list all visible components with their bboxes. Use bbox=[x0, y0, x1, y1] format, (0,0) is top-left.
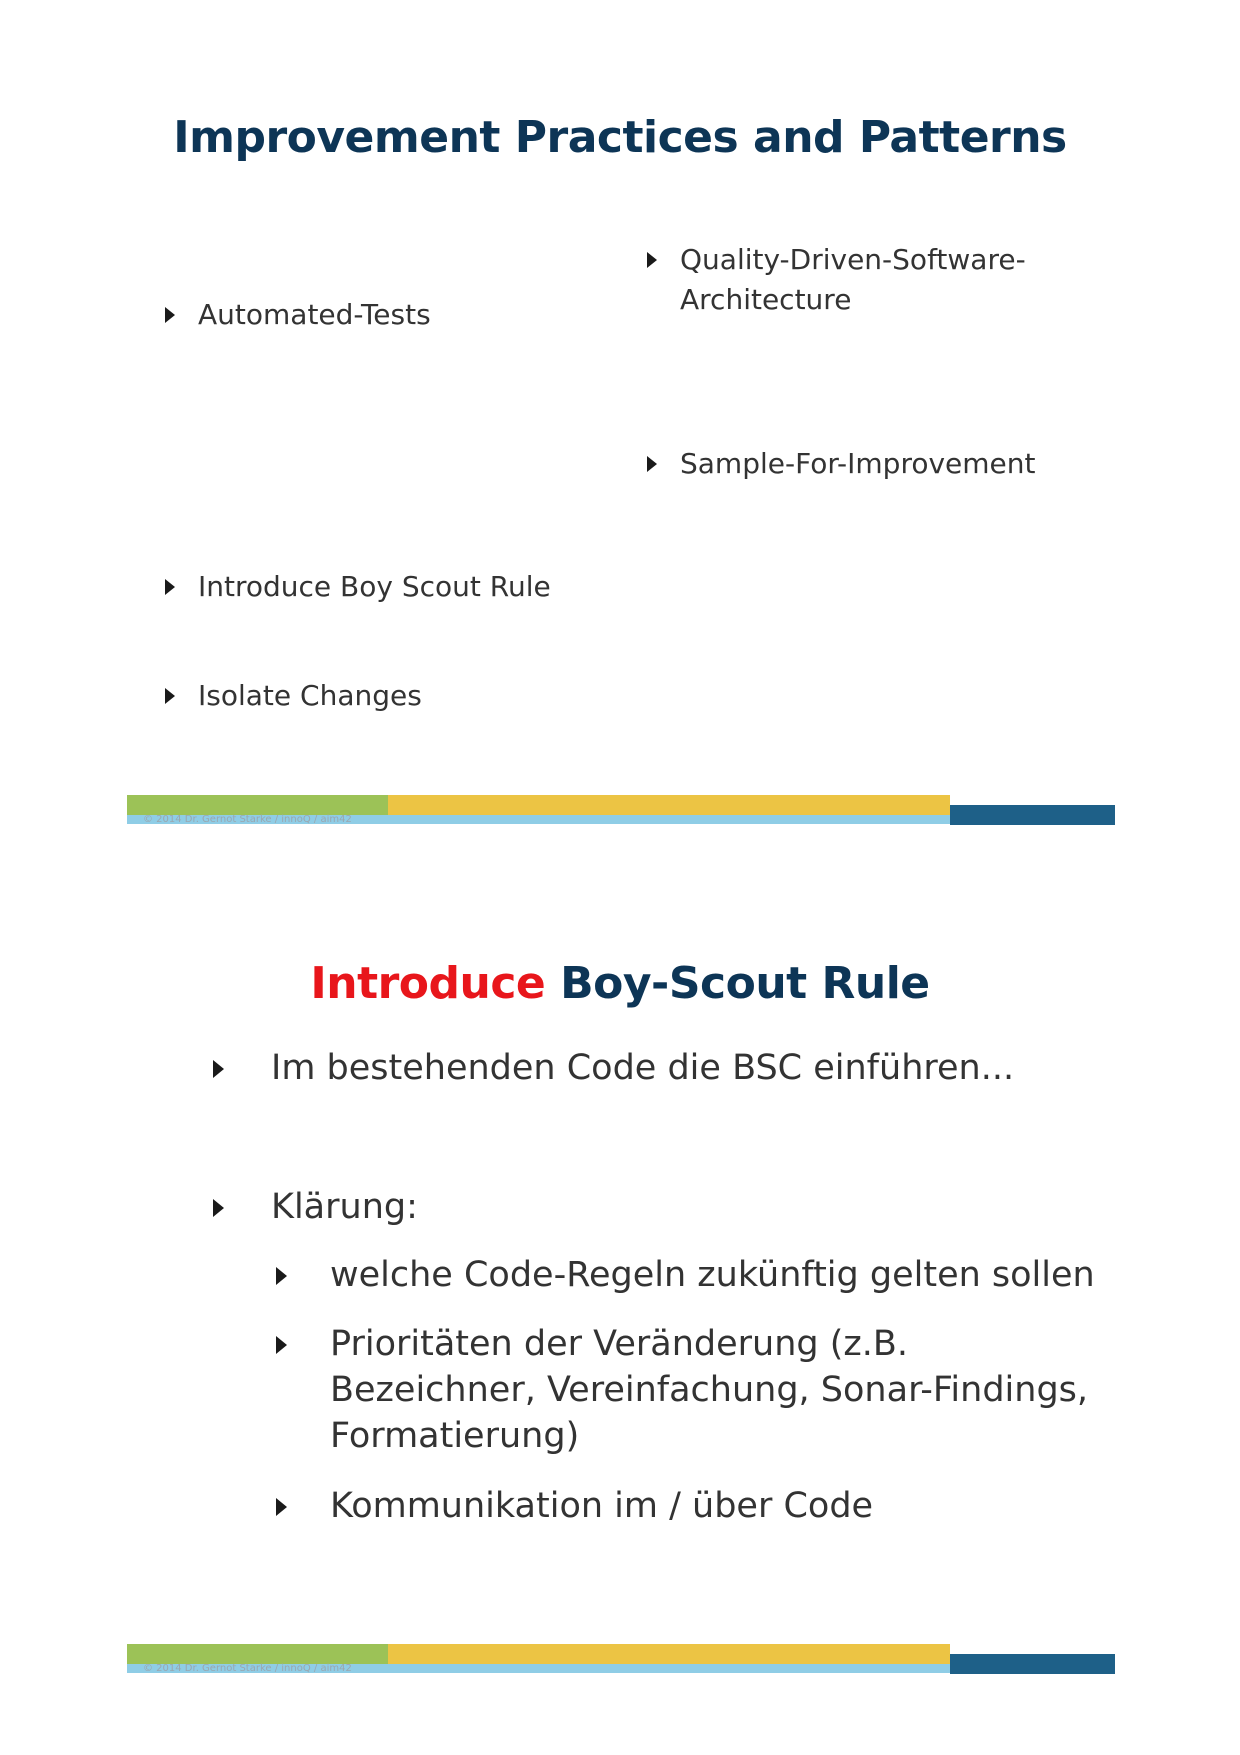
bullet-label: welche Code-Regeln zukünftig gelten sollen bbox=[330, 1255, 1095, 1295]
bullet-line: Architecture bbox=[680, 283, 852, 316]
footer-bar-yellow bbox=[388, 795, 950, 815]
slide-boy-scout-rule bbox=[0, 840, 1240, 1755]
bullet-label: Im bestehenden Code die BSC einführen... bbox=[271, 1048, 1015, 1088]
footer-bar-dark bbox=[950, 805, 1115, 825]
title-accent: Introduce bbox=[310, 958, 546, 1009]
triangle-right-icon bbox=[276, 1267, 287, 1285]
footer-bar-dark bbox=[950, 1654, 1115, 1674]
triangle-right-icon bbox=[165, 307, 175, 323]
slide-title bbox=[0, 958, 1240, 1009]
bullet-label: Sample-For-Improvement bbox=[680, 447, 1036, 480]
bullet-label: Automated-Tests bbox=[198, 298, 431, 331]
footer-bar bbox=[127, 1644, 1115, 1674]
triangle-right-icon bbox=[647, 456, 657, 472]
footer-bar bbox=[127, 795, 1115, 825]
triangle-right-icon bbox=[647, 252, 657, 268]
copyright-text: © 2014 Dr. Gernot Starke / innoQ / aim42 bbox=[143, 814, 352, 825]
title-rest: Boy-Scout Rule bbox=[560, 958, 930, 1009]
bullet-label bbox=[680, 240, 1026, 320]
triangle-right-icon bbox=[213, 1060, 224, 1078]
bullet-line: Quality-Driven-Software- bbox=[680, 243, 1026, 276]
triangle-right-icon bbox=[276, 1498, 287, 1516]
bullet-label: Prioritäten der Veränderung (z.B. Bezeichner, Vereinfachung, Sonar-Findings, Formatierung) bbox=[330, 1324, 1089, 1456]
copyright-text: © 2014 Dr. Gernot Starke / innoQ / aim42 bbox=[143, 1663, 352, 1674]
bullet-label: Kommunikation im / über Code bbox=[330, 1486, 874, 1526]
footer-bar-green bbox=[127, 1644, 388, 1664]
triangle-right-icon bbox=[165, 579, 175, 595]
footer-bar-yellow bbox=[388, 1644, 950, 1664]
bullet-label: Introduce Boy Scout Rule bbox=[198, 570, 551, 603]
footer-bar-green bbox=[127, 795, 388, 815]
slide-improvement-practices bbox=[0, 0, 1240, 840]
triangle-right-icon bbox=[165, 688, 175, 704]
triangle-right-icon bbox=[276, 1336, 287, 1354]
slide-title: Improvement Practices and Patterns bbox=[173, 112, 1067, 163]
bullet-label: Klärung: bbox=[271, 1187, 418, 1227]
triangle-right-icon bbox=[213, 1199, 224, 1217]
bullet-label: Isolate Changes bbox=[198, 679, 422, 712]
